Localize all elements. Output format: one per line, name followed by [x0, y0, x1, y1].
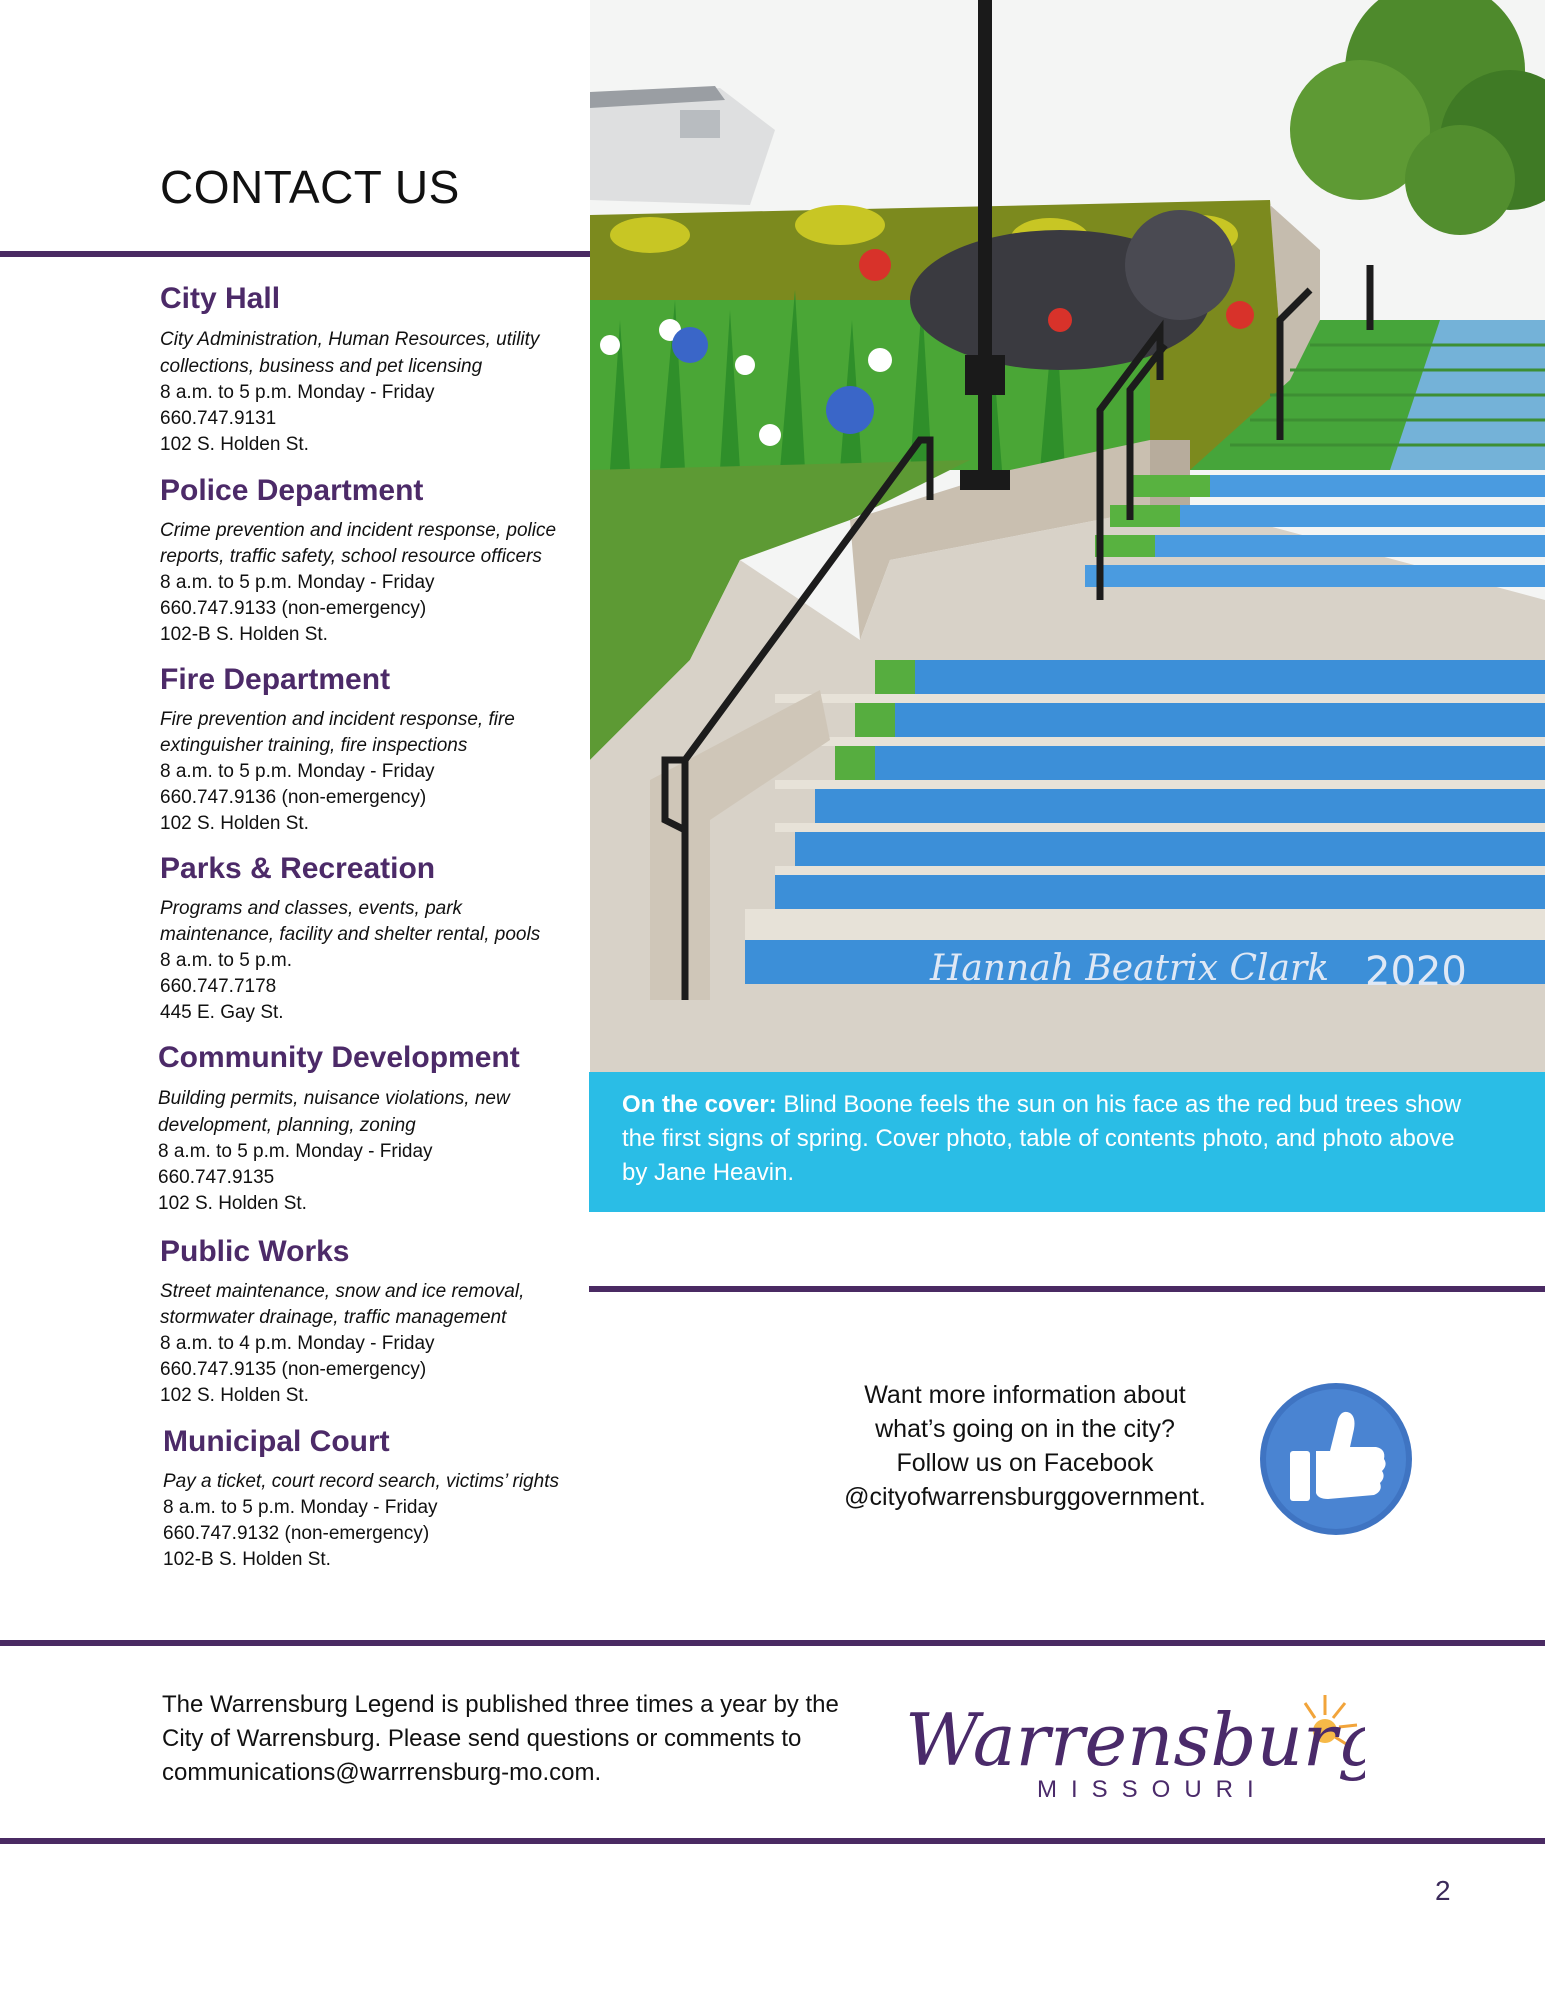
dept-description: Crime prevention and incident response, police reports, traffic safety, school resource officers — [160, 520, 557, 567]
page-title: CONTACT US — [160, 161, 460, 213]
publication-note: The Warrensburg Legend is published three times a year by the City of Warrensburg. Please send questions or comments to communications@warrrensburg-mo.com. — [162, 1691, 839, 1786]
dept-phone: 660.747.9135 (non-emergency) — [160, 1359, 427, 1380]
dept-address: 102-B S. Holden St. — [163, 1549, 331, 1570]
dept-municipal-court — [163, 1425, 593, 1573]
section-divider — [589, 1286, 1545, 1292]
logo-subtitle: MISSOURI — [1037, 1776, 1268, 1803]
facebook-handle[interactable]: @cityofwarrensburggovernment. — [844, 1483, 1206, 1511]
thumbs-up-icon[interactable] — [1258, 1381, 1414, 1537]
dept-city-hall — [160, 282, 590, 458]
dept-hours: 8 a.m. to 5 p.m. Monday - Friday — [160, 382, 435, 403]
dept-hours: 8 a.m. to 4 p.m. Monday - Friday — [160, 1333, 435, 1354]
facebook-line: what’s going on in the city? — [875, 1415, 1175, 1443]
dept-hours: 8 a.m. to 5 p.m. Monday - Friday — [163, 1497, 438, 1518]
logo-wordmark: Warrensburg — [905, 1698, 1365, 1782]
dept-hours: 8 a.m. to 5 p.m. — [160, 950, 292, 971]
caption-body: Blind Boone feels the sun on his face as the red bud trees show the first signs of spring. Cover photo, table of contents photo, and photo above by Jane Heavin. — [622, 1091, 1462, 1186]
dept-phone: 660.747.9131 — [160, 408, 277, 429]
dept-community-development — [158, 1041, 588, 1217]
dept-hours: 8 a.m. to 5 p.m. Monday - Friday — [160, 761, 435, 782]
dept-description: City Administration, Human Resources, utility collections, business and pet licensing — [160, 329, 540, 377]
cover-caption — [622, 1088, 1482, 1190]
dept-hours: 8 a.m. to 5 p.m. Monday - Friday — [160, 572, 435, 593]
dept-phone: 660.747.9133 (non-emergency) — [160, 598, 427, 619]
dept-fire — [160, 663, 590, 837]
dept-phone: 660.747.9135 — [158, 1167, 275, 1188]
dept-description: Street maintenance, snow and ice removal, stormwater drainage, traffic management — [160, 1281, 525, 1328]
dept-phone: 660.747.9136 (non-emergency) — [160, 787, 427, 808]
dept-public-works — [160, 1235, 590, 1409]
dept-address: 102 S. Holden St. — [160, 813, 309, 834]
cover-caption-box — [589, 1072, 1545, 1212]
dept-address: 102 S. Holden St. — [158, 1193, 307, 1214]
painted-name: Hannah Beatrix Clark — [930, 948, 1330, 989]
dept-description: Programs and classes, events, park maintenance, facility and shelter rental, pools — [160, 898, 541, 945]
dept-police — [160, 474, 590, 648]
dept-phone: 660.747.7178 — [160, 976, 277, 997]
footer-bottom-divider — [0, 1838, 1545, 1844]
dept-description: Pay a ticket, court record search, victims’ rights — [163, 1471, 559, 1492]
dept-address: 102 S. Holden St. — [160, 434, 309, 455]
dept-description: Building permits, nuisance violations, new development, planning, zoning — [158, 1088, 510, 1136]
dept-description: Fire prevention and incident response, fire extinguisher training, fire inspections — [160, 709, 515, 756]
dept-heading: City Hall — [160, 282, 281, 315]
dept-address: 102-B S. Holden St. — [160, 624, 328, 645]
dept-heading: Parks & Recreation — [160, 852, 436, 885]
dept-parks-recreation — [160, 852, 590, 1026]
facebook-promo-text — [815, 1378, 1235, 1514]
dept-heading: Community Development — [158, 1041, 520, 1074]
dept-phone: 660.747.9132 (non-emergency) — [163, 1523, 430, 1544]
painted-year: 2020 — [1365, 949, 1467, 995]
dept-address: 102 S. Holden St. — [160, 1385, 309, 1406]
footer-top-divider — [0, 1640, 1545, 1646]
cover-photo — [590, 0, 1545, 1072]
warrensburg-logo — [905, 1685, 1365, 1805]
facebook-line: Want more information about — [864, 1381, 1186, 1409]
dept-heading: Public Works — [160, 1235, 350, 1268]
dept-heading: Municipal Court — [163, 1425, 390, 1458]
page-number: 2 — [1435, 1875, 1451, 1906]
dept-heading: Police Department — [160, 474, 424, 507]
dept-hours: 8 a.m. to 5 p.m. Monday - Friday — [158, 1141, 433, 1162]
dept-address: 445 E. Gay St. — [160, 1002, 284, 1023]
facebook-line: Follow us on Facebook — [896, 1449, 1154, 1477]
caption-lead: On the cover: — [622, 1091, 777, 1118]
dept-heading: Fire Department — [160, 663, 391, 696]
title-divider — [0, 251, 590, 257]
